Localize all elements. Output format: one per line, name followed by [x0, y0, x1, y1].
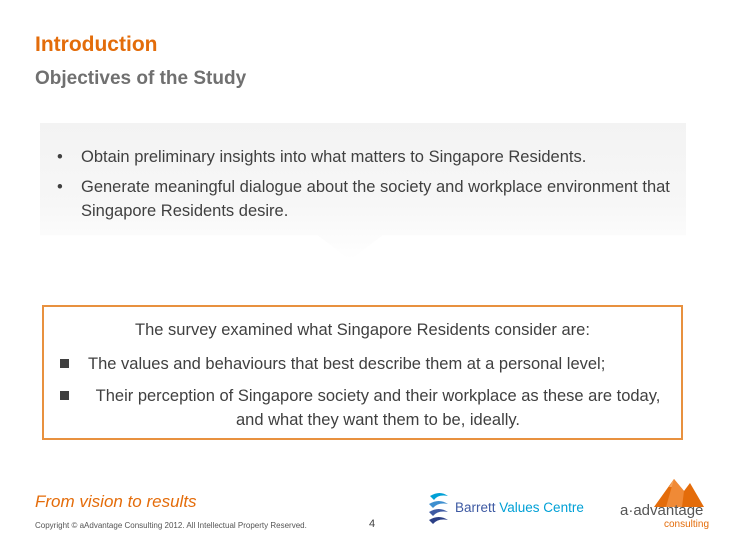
survey-list [58, 352, 668, 440]
barrett-values-centre-logo-text [455, 500, 584, 515]
square-bullet-icon [60, 391, 69, 400]
aadvantage-logo-text: a·advantage [620, 502, 704, 519]
survey-item-text: The values and behaviours that best describe them at a personal level; [88, 355, 606, 373]
objective-text: Generate meaningful dialogue about the society and workplace environment that Singapore Residents desire. [81, 178, 670, 220]
objective-text: Obtain preliminary insights into what matters to Singapore Residents. [81, 148, 587, 166]
barrett-name-part2: Values Centre [499, 500, 584, 515]
aadvantage-logo-subtext: consulting [664, 519, 710, 530]
slide-title: Introduction [35, 33, 158, 56]
survey-item [58, 384, 668, 432]
tagline: From vision to results [35, 492, 197, 511]
square-bullet-icon [60, 359, 69, 368]
survey-item [58, 352, 668, 376]
bullet-icon: • [57, 178, 63, 196]
objectives-list [53, 145, 673, 229]
slide-subtitle: Objectives of the Study [35, 68, 247, 89]
barrett-logo-icon [426, 490, 451, 530]
survey-intro: The survey examined what Singapore Residents consider are: [135, 321, 590, 339]
survey-item-text: Their perception of Singapore society and their workplace as these are today, and what they want them to be, ideally. [95, 387, 661, 429]
bullet-icon: • [57, 148, 63, 166]
page-number: 4 [369, 518, 376, 530]
survey-box [42, 305, 683, 440]
copyright-text: Copyright © aAdvantage Consulting 2012. All Intellectual Property Reserved. [35, 521, 307, 530]
objective-item [53, 145, 673, 169]
barrett-name-part1: Barrett [455, 500, 496, 515]
objective-item [53, 175, 673, 223]
